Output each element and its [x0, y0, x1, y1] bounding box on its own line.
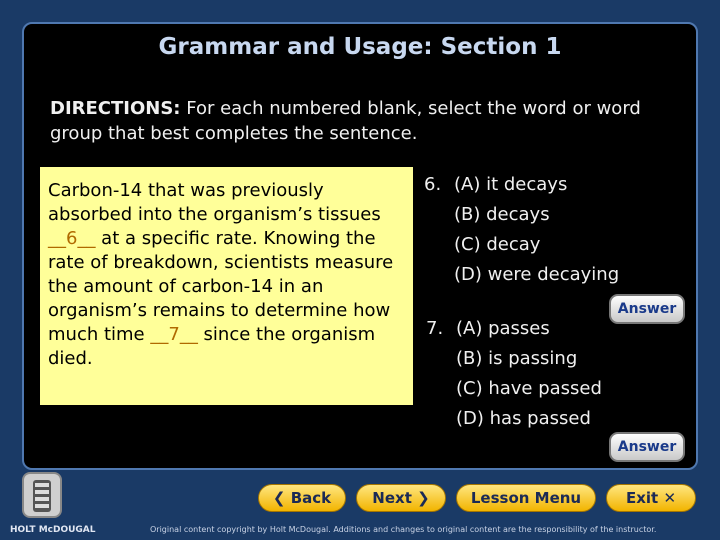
passage-part2: at a specific rate. Knowing the rate of breakdown, scientists measure the amount of carbon-14 in an organism’s remains to determine how much time — [48, 228, 394, 345]
remote-control-icon[interactable] — [22, 472, 62, 518]
blank-7-pre: __ — [150, 324, 169, 345]
question-6 — [424, 170, 619, 290]
blank-6-pre: __ — [48, 228, 66, 249]
blank-7-post: __ — [179, 324, 198, 345]
question-6-option-c[interactable]: (C) decay — [454, 234, 541, 255]
publisher-logo: HOLT McDOUGAL — [10, 525, 96, 535]
close-icon: ✕ — [663, 489, 677, 507]
answer-7-button[interactable]: Answer — [609, 432, 685, 462]
question-7 — [426, 314, 602, 434]
blank-7 — [150, 324, 197, 345]
chevron-left-icon: ❮ — [272, 489, 286, 507]
blank-7-number: 7 — [168, 324, 180, 345]
question-6-option-d[interactable]: (D) were decaying — [454, 264, 620, 285]
answer-6-button[interactable]: Answer — [609, 294, 685, 324]
question-7-option-b[interactable]: (B) is passing — [456, 348, 578, 369]
copyright-notice: Original content copyright by Holt McDougal. Additions and changes to original content are the responsibility of the instructor. — [150, 525, 657, 534]
lesson-menu-button[interactable]: Lesson Menu — [456, 484, 596, 512]
question-6-option-a[interactable]: (A) it decays — [454, 174, 568, 195]
directions-text: For each numbered blank, select the word or word group that best completes the sentence. — [50, 98, 641, 144]
blank-6 — [48, 228, 95, 249]
remote-keys — [33, 480, 51, 512]
footer — [0, 520, 720, 540]
blank-6-number: 6 — [66, 228, 78, 249]
question-7-option-a[interactable]: (A) passes — [456, 318, 550, 339]
directions-label: DIRECTIONS: — [50, 98, 181, 119]
exit-button-label: Exit — [625, 489, 659, 507]
back-button-label: Back — [290, 489, 332, 507]
next-button[interactable] — [356, 484, 446, 512]
chevron-right-icon: ❯ — [417, 489, 430, 507]
question-7-option-d[interactable]: (D) has passed — [456, 408, 591, 429]
passage-part1: Carbon-14 that was previously absorbed into the organism’s tissues — [48, 180, 381, 225]
question-6-number: 6. — [424, 174, 442, 195]
passage-box — [40, 167, 413, 405]
back-button[interactable] — [258, 484, 346, 512]
exit-button[interactable] — [606, 484, 696, 512]
question-6-option-b[interactable]: (B) decays — [454, 204, 550, 225]
question-7-option-c[interactable]: (C) have passed — [456, 378, 602, 399]
blank-6-post: __ — [77, 228, 96, 249]
passage-part3: since the organism died. — [48, 324, 376, 369]
directions — [50, 96, 670, 146]
question-7-number: 7. — [426, 318, 444, 339]
next-button-label: Next — [372, 489, 412, 507]
slide-title: Grammar and Usage: Section 1 — [158, 34, 562, 60]
